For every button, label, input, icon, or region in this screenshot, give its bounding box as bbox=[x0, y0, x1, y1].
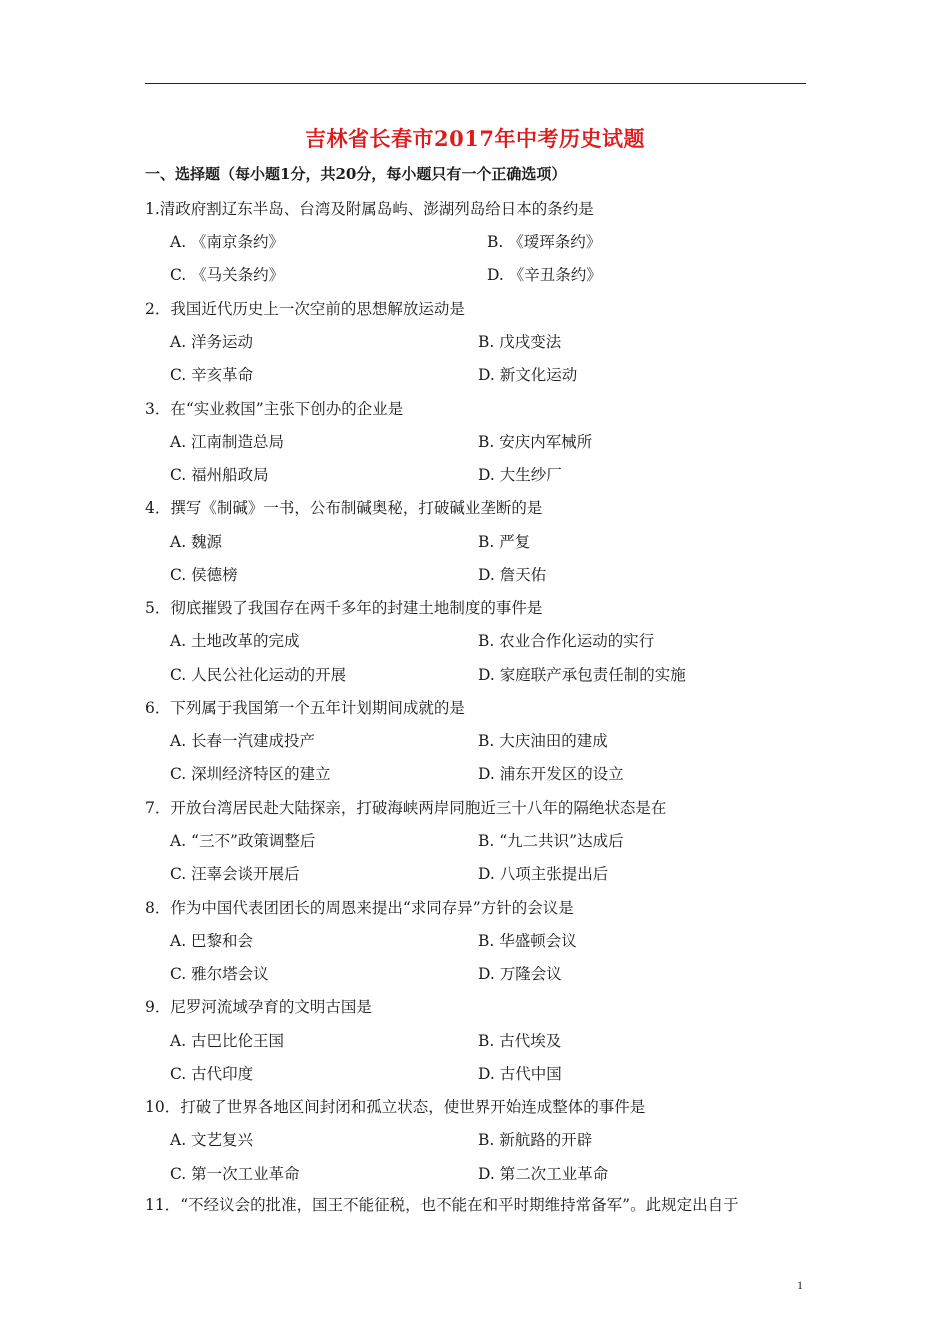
question-7-option-b: B. “九二共识”达成后 bbox=[478, 832, 624, 850]
question-6-option-b: B. 大庆油田的建成 bbox=[478, 732, 608, 751]
question-9-stem: 9．尼罗河流域孕育的文明古国是 bbox=[145, 998, 372, 1017]
question-4-option-a: A. 魏源 bbox=[170, 532, 223, 551]
question-8-option-d: D. 万隆会议 bbox=[478, 965, 562, 983]
question-10-option-c: C. 第一次工业革命 bbox=[170, 1164, 300, 1183]
question-6-option-a: A. 长春一汽建成投产 bbox=[170, 732, 316, 751]
question-4-stem: 4．撰写《制碱》一书，公布制碱奥秘，打破碱业垄断的是 bbox=[145, 499, 543, 518]
question-3-option-d: D. 大生纱厂 bbox=[478, 466, 562, 484]
question-3-option-b: B. 安庆内军械所 bbox=[478, 432, 593, 451]
question-6-option-d: D. 浦东开发区的设立 bbox=[478, 765, 624, 784]
question-5-stem: 5．彻底摧毁了我国存在两千多年的封建土地制度的事件是 bbox=[145, 599, 543, 618]
question-1-option-a: A. 《南京条约》 bbox=[170, 233, 285, 252]
question-1-stem: 1.清政府割辽东半岛、台湾及附属岛屿、澎湖列岛给日本的条约是 bbox=[145, 200, 594, 218]
question-5-option-d: D. 家庭联产承包责任制的实施 bbox=[478, 665, 686, 684]
question-8-option-a: A. 巴黎和会 bbox=[170, 931, 254, 950]
question-2-option-b: B. 戊戌变法 bbox=[478, 333, 562, 351]
question-10-stem: 10．打破了世界各地区间封闭和孤立状态，使世界开始连成整体的事件是 bbox=[145, 1098, 646, 1117]
question-8-stem: 8．作为中国代表团团长的周恩来提出“求同存异”方针的会议是 bbox=[145, 898, 574, 917]
question-3-option-c: C. 福州船政局 bbox=[170, 466, 269, 484]
question-4-option-c: C. 侯德榜 bbox=[170, 565, 238, 584]
question-10-option-b: B. 新航路的开辟 bbox=[478, 1131, 593, 1150]
question-6-option-c: C. 深圳经济特区的建立 bbox=[170, 765, 331, 784]
question-7-option-c: C. 汪辜会谈开展后 bbox=[170, 865, 300, 884]
question-7-stem: 7．开放台湾居民赴大陆探亲，打破海峡两岸同胞近三十八年的隔绝状态是在 bbox=[145, 798, 667, 817]
question-4-option-b: B. 严复 bbox=[478, 532, 531, 551]
page-title: 吉林省长春市2017年中考历史试题 bbox=[305, 126, 645, 151]
question-8-option-c: C. 雅尔塔会议 bbox=[170, 965, 269, 983]
question-2-stem: 2．我国近代历史上一次空前的思想解放运动是 bbox=[145, 299, 465, 318]
question-8-option-b: B. 华盛顿会议 bbox=[478, 931, 577, 950]
question-6-stem: 6．下列属于我国第一个五年计划期间成就的是 bbox=[145, 699, 465, 717]
question-9-option-b: B. 古代埃及 bbox=[478, 1031, 562, 1050]
question-2-option-c: C. 辛亥革命 bbox=[170, 366, 254, 385]
question-1-option-d: D. 《辛丑条约》 bbox=[487, 266, 602, 285]
question-7-option-a: A. “三不”政策调整后 bbox=[170, 832, 316, 850]
section-heading: 一、选择题（每小题1分，共20分，每小题只有一个正确选项） bbox=[145, 165, 567, 183]
page-number: 1 bbox=[797, 1278, 803, 1292]
question-3-stem: 3．在“实业救国”主张下创办的企业是 bbox=[145, 399, 404, 418]
question-5-option-a: A. 土地改革的完成 bbox=[170, 632, 300, 651]
question-9-option-d: D. 古代中国 bbox=[478, 1064, 562, 1083]
question-5-option-c: C. 人民公社化运动的开展 bbox=[170, 665, 347, 684]
question-2-option-d: D. 新文化运动 bbox=[478, 366, 578, 385]
header-rule bbox=[145, 83, 806, 84]
question-9-option-a: A. 古巴比伦王国 bbox=[170, 1031, 285, 1050]
question-2-option-a: A. 洋务运动 bbox=[170, 333, 254, 351]
question-3-option-a: A. 江南制造总局 bbox=[170, 432, 285, 451]
question-1-option-c: C. 《马关条约》 bbox=[170, 266, 285, 285]
question-10-option-d: D. 第二次工业革命 bbox=[478, 1164, 609, 1183]
question-4-option-d: D. 詹天佑 bbox=[478, 565, 547, 584]
question-11-stem: 11．“不经议会的批准，国王不能征税，也不能在和平时期维持常备军”。此规定出自于 bbox=[145, 1196, 739, 1214]
question-5-option-b: B. 农业合作化运动的实行 bbox=[478, 632, 655, 651]
question-9-option-c: C. 古代印度 bbox=[170, 1064, 254, 1083]
question-10-option-a: A. 文艺复兴 bbox=[170, 1131, 254, 1150]
question-1-option-b: B. 《瑷珲条约》 bbox=[487, 233, 602, 252]
question-7-option-d: D. 八项主张提出后 bbox=[478, 865, 609, 884]
